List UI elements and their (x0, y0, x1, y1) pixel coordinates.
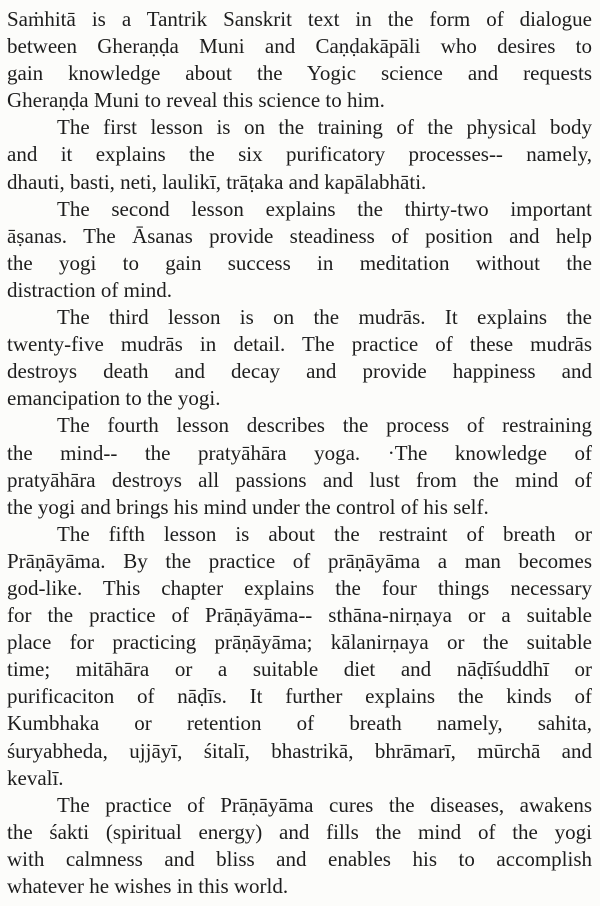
text-line: The third lesson is on the mudrās. It explains the (57, 305, 592, 330)
text-line: āṣanas. The Āsanas provide steadiness of position and help (7, 223, 592, 248)
text-line: Kumbhaka or retention of breath namely, sahita, (7, 711, 592, 736)
text-line: distraction of mind. (7, 277, 173, 302)
text-line: The first lesson is on the training of the physical body (57, 115, 592, 140)
text-line: twenty-five mudrās in detail. The practice of these mudrās (7, 332, 592, 357)
text-line: whatever he wishes in this world. (7, 874, 289, 898)
text-line: emancipation to the yogi. (7, 386, 221, 411)
page-text (7, 6, 592, 900)
text-line: the mind-- the pratyāhāra yoga. ·The knowledge of (7, 440, 592, 465)
paragraph (7, 792, 592, 900)
text-line: and it explains the six purificatory processes-- namely, (7, 142, 592, 167)
text-line: god-like. This chapter explains the four things necessary (7, 575, 592, 600)
text-line: dhauti, basti, neti, laulikī, trāṭaka and kapālabhāti. (7, 169, 427, 194)
text-line: purificaciton of nāḍīs. It further explains the kinds of (7, 684, 592, 709)
text-line: the yogi to gain success in meditation without the (7, 250, 592, 275)
paragraph (7, 6, 592, 114)
text-line: between Gheraṇḍa Muni and Caṇḍakāpāli who desires to (7, 34, 592, 59)
text-line: time; mitāhāra or a suitable diet and nāḍīśuddhī or (7, 657, 592, 682)
text-line: The fourth lesson describes the process of restraining (57, 413, 592, 438)
text-line: śuryabheda, ujjāyī, śitalī, bhastrikā, bhrāmarī, mūrchā and (7, 738, 592, 763)
text-line: place for practicing prāṇāyāma; kālanirṇaya or the suitable (7, 630, 592, 655)
text-line: pratyāhāra destroys all passions and lust from the mind of (7, 467, 592, 492)
text-line: Prāṇāyāma. By the practice of prāṇāyāma a man becomes (7, 548, 592, 573)
text-line: for the practice of Prāṇāyāma-- sthāna-nirṇaya or a suitable (7, 603, 592, 628)
paragraph (7, 114, 592, 195)
text-line: The second lesson explains the thirty-two important (57, 196, 592, 221)
paragraph (7, 304, 592, 412)
text-line: The practice of Prāṇāyāma cures the diseases, awakens (57, 792, 592, 817)
text-line: gain knowledge about the Yogic science and requests (7, 61, 592, 86)
text-line: Saṁhitā is a Tantrik Sanskrit text in the form of dialogue (7, 7, 592, 31)
text-line: The fifth lesson is about the restraint of breath or (57, 521, 592, 546)
text-line: the śakti (spiritual energy) and fills the mind of the yogi (7, 819, 592, 844)
text-line: with calmness and bliss and enables his to accomplish (7, 846, 592, 871)
paragraph (7, 521, 592, 792)
paragraph (7, 412, 592, 520)
paragraph (7, 196, 592, 304)
text-line: destroys death and decay and provide happiness and (7, 359, 592, 384)
text-line: Gheraṇḍa Muni to reveal this science to him. (7, 88, 385, 113)
text-line: kevalī. (7, 765, 64, 790)
text-line: the yogi and brings his mind under the control of his self. (7, 494, 489, 519)
